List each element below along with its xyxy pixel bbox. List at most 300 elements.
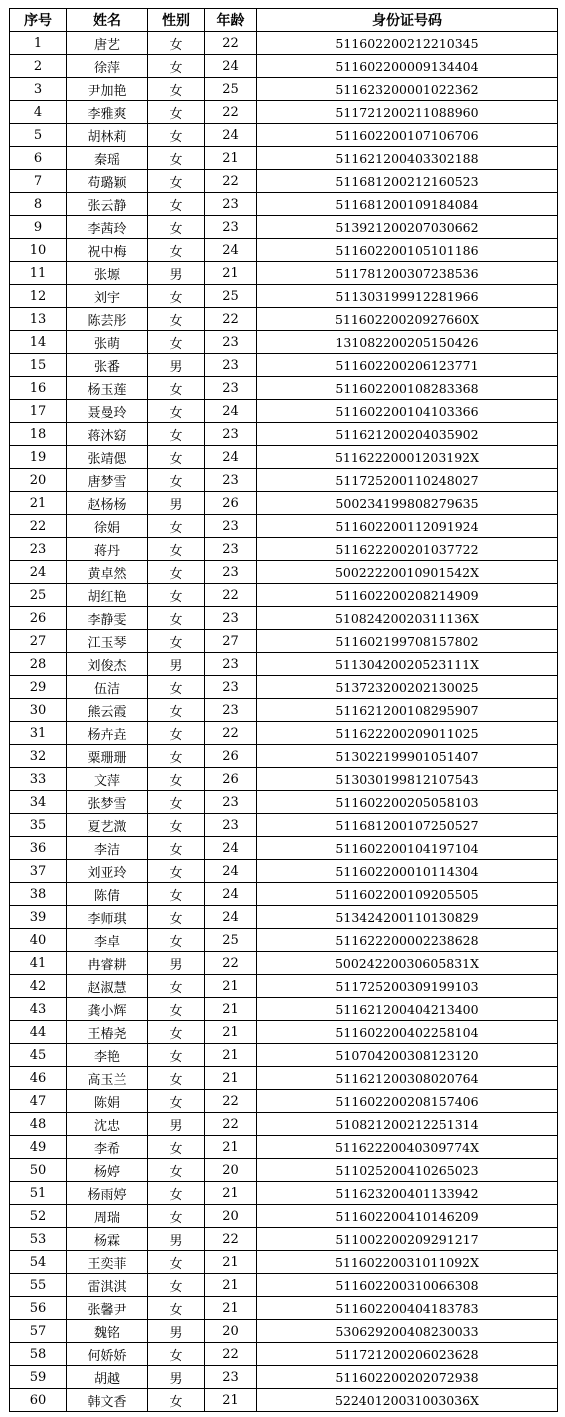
cell-age: 23 (205, 331, 257, 354)
cell-id-number: 52240120031003036X (257, 1389, 558, 1412)
cell-id-number: 511621200108295907 (257, 699, 558, 722)
cell-age: 24 (205, 883, 257, 906)
cell-index: 1 (10, 32, 67, 55)
cell-id-number: 511622200201037722 (257, 538, 558, 561)
cell-name: 李艳 (67, 1044, 148, 1067)
cell-gender: 女 (148, 768, 205, 791)
table-row (10, 101, 558, 124)
cell-gender: 女 (148, 1251, 205, 1274)
cell-age: 21 (205, 1067, 257, 1090)
cell-name: 杨雨婷 (67, 1182, 148, 1205)
cell-index: 4 (10, 101, 67, 124)
cell-index: 39 (10, 906, 67, 929)
cell-name: 韩文香 (67, 1389, 148, 1412)
cell-name: 陈娟 (67, 1090, 148, 1113)
cell-age: 23 (205, 561, 257, 584)
table-row (10, 722, 558, 745)
table-row (10, 147, 558, 170)
cell-index: 6 (10, 147, 67, 170)
cell-index: 36 (10, 837, 67, 860)
cell-index: 2 (10, 55, 67, 78)
cell-id-number: 510704200308123120 (257, 1044, 558, 1067)
cell-gender: 男 (148, 354, 205, 377)
cell-gender: 男 (148, 952, 205, 975)
cell-gender: 女 (148, 699, 205, 722)
cell-index: 25 (10, 584, 67, 607)
cell-name: 张塬 (67, 262, 148, 285)
cell-name: 胡林莉 (67, 124, 148, 147)
cell-gender: 女 (148, 331, 205, 354)
cell-id-number: 511623200001022362 (257, 78, 558, 101)
cell-gender: 女 (148, 1343, 205, 1366)
cell-name: 李雅爽 (67, 101, 148, 124)
cell-index: 10 (10, 239, 67, 262)
cell-index: 55 (10, 1274, 67, 1297)
cell-id-number: 511721200206023628 (257, 1343, 558, 1366)
table-row (10, 1366, 558, 1389)
cell-name: 李静雯 (67, 607, 148, 630)
cell-gender: 女 (148, 400, 205, 423)
cell-age: 23 (205, 354, 257, 377)
table-row (10, 630, 558, 653)
table-row (10, 745, 558, 768)
cell-name: 夏艺溦 (67, 814, 148, 837)
cell-id-number: 51160220020927660X (257, 308, 558, 331)
cell-id-number: 511602200202072938 (257, 1366, 558, 1389)
cell-gender: 女 (148, 216, 205, 239)
table-row (10, 653, 558, 676)
header-index: 序号 (10, 9, 67, 32)
table-row (10, 285, 558, 308)
cell-gender: 女 (148, 147, 205, 170)
table-row (10, 837, 558, 860)
header-name: 姓名 (67, 9, 148, 32)
cell-gender: 女 (148, 1044, 205, 1067)
cell-gender: 男 (148, 492, 205, 515)
cell-name: 陈倩 (67, 883, 148, 906)
cell-age: 24 (205, 400, 257, 423)
cell-index: 53 (10, 1228, 67, 1251)
cell-age: 21 (205, 1251, 257, 1274)
cell-age: 21 (205, 1044, 257, 1067)
cell-age: 23 (205, 193, 257, 216)
cell-name: 张番 (67, 354, 148, 377)
table-row (10, 377, 558, 400)
table-row (10, 860, 558, 883)
cell-age: 22 (205, 1343, 257, 1366)
cell-id-number: 511602200105101186 (257, 239, 558, 262)
cell-id-number: 511602200404183783 (257, 1297, 558, 1320)
cell-id-number: 51162220040309774X (257, 1136, 558, 1159)
cell-age: 23 (205, 676, 257, 699)
cell-id-number: 131082200205150426 (257, 331, 558, 354)
table-row (10, 699, 558, 722)
table-row (10, 262, 558, 285)
cell-id-number: 511622200209011025 (257, 722, 558, 745)
header-age: 年龄 (205, 9, 257, 32)
cell-name: 祝中梅 (67, 239, 148, 262)
cell-index: 22 (10, 515, 67, 538)
cell-name: 陈芸彤 (67, 308, 148, 331)
cell-id-number: 511622200002238628 (257, 929, 558, 952)
cell-id-number: 511621200404213400 (257, 998, 558, 1021)
cell-age: 23 (205, 814, 257, 837)
cell-name: 蒋丹 (67, 538, 148, 561)
cell-index: 51 (10, 1182, 67, 1205)
cell-gender: 女 (148, 170, 205, 193)
cell-gender: 男 (148, 1113, 205, 1136)
table-row (10, 55, 558, 78)
cell-index: 30 (10, 699, 67, 722)
cell-age: 23 (205, 469, 257, 492)
cell-age: 24 (205, 446, 257, 469)
cell-age: 22 (205, 101, 257, 124)
table-row (10, 216, 558, 239)
table-row (10, 170, 558, 193)
cell-gender: 男 (148, 262, 205, 285)
cell-index: 5 (10, 124, 67, 147)
cell-index: 49 (10, 1136, 67, 1159)
cell-gender: 女 (148, 676, 205, 699)
cell-gender: 女 (148, 377, 205, 400)
cell-index: 15 (10, 354, 67, 377)
cell-age: 23 (205, 653, 257, 676)
cell-index: 54 (10, 1251, 67, 1274)
cell-name: 王奕菲 (67, 1251, 148, 1274)
table-row (10, 1251, 558, 1274)
cell-id-number: 511681200212160523 (257, 170, 558, 193)
cell-name: 蒋沐窈 (67, 423, 148, 446)
cell-gender: 女 (148, 607, 205, 630)
cell-name: 江玉琴 (67, 630, 148, 653)
table-row (10, 239, 558, 262)
cell-age: 24 (205, 124, 257, 147)
table-row (10, 1389, 558, 1412)
cell-age: 22 (205, 308, 257, 331)
cell-id-number: 51130420020523111X (257, 653, 558, 676)
cell-name: 唐梦雪 (67, 469, 148, 492)
table-row (10, 1067, 558, 1090)
cell-id-number: 511602200410146209 (257, 1205, 558, 1228)
cell-age: 21 (205, 1297, 257, 1320)
cell-id-number: 511681200109184084 (257, 193, 558, 216)
cell-age: 26 (205, 768, 257, 791)
cell-id-number: 51082420020311136X (257, 607, 558, 630)
table-row (10, 584, 558, 607)
roster-table-container (9, 8, 558, 1412)
cell-name: 赵杨杨 (67, 492, 148, 515)
cell-id-number: 511602200109205505 (257, 883, 558, 906)
cell-gender: 女 (148, 446, 205, 469)
cell-index: 23 (10, 538, 67, 561)
cell-gender: 女 (148, 860, 205, 883)
cell-id-number: 511621200204035902 (257, 423, 558, 446)
cell-age: 23 (205, 607, 257, 630)
cell-id-number: 51160220031011092X (257, 1251, 558, 1274)
cell-age: 26 (205, 492, 257, 515)
cell-name: 张萌 (67, 331, 148, 354)
cell-index: 13 (10, 308, 67, 331)
cell-id-number: 511025200410265023 (257, 1159, 558, 1182)
cell-name: 周瑞 (67, 1205, 148, 1228)
table-row (10, 124, 558, 147)
cell-age: 23 (205, 538, 257, 561)
cell-name: 杨婷 (67, 1159, 148, 1182)
table-row (10, 814, 558, 837)
cell-index: 41 (10, 952, 67, 975)
cell-index: 27 (10, 630, 67, 653)
cell-gender: 女 (148, 814, 205, 837)
cell-gender: 女 (148, 1067, 205, 1090)
table-row (10, 538, 558, 561)
cell-age: 21 (205, 975, 257, 998)
cell-id-number: 511602200208157406 (257, 1090, 558, 1113)
cell-index: 50 (10, 1159, 67, 1182)
cell-gender: 女 (148, 538, 205, 561)
cell-age: 21 (205, 262, 257, 285)
cell-name: 李师琪 (67, 906, 148, 929)
cell-gender: 女 (148, 1136, 205, 1159)
cell-age: 21 (205, 1136, 257, 1159)
cell-name: 黄卓然 (67, 561, 148, 584)
table-row (10, 32, 558, 55)
cell-age: 23 (205, 216, 257, 239)
cell-name: 刘宇 (67, 285, 148, 308)
cell-index: 56 (10, 1297, 67, 1320)
cell-gender: 女 (148, 101, 205, 124)
cell-gender: 男 (148, 1320, 205, 1343)
table-row (10, 561, 558, 584)
cell-index: 14 (10, 331, 67, 354)
header-gender: 性别 (148, 9, 205, 32)
cell-id-number: 511602200208214909 (257, 584, 558, 607)
cell-gender: 女 (148, 906, 205, 929)
cell-name: 李希 (67, 1136, 148, 1159)
cell-name: 何娇娇 (67, 1343, 148, 1366)
cell-index: 47 (10, 1090, 67, 1113)
cell-name: 魏铭 (67, 1320, 148, 1343)
cell-gender: 女 (148, 1389, 205, 1412)
cell-index: 42 (10, 975, 67, 998)
cell-index: 43 (10, 998, 67, 1021)
cell-gender: 女 (148, 561, 205, 584)
roster-table (9, 8, 558, 1412)
cell-gender: 女 (148, 515, 205, 538)
cell-gender: 女 (148, 929, 205, 952)
cell-name: 苟璐颖 (67, 170, 148, 193)
header-row (10, 9, 558, 32)
cell-id-number: 511602200107106706 (257, 124, 558, 147)
cell-age: 22 (205, 170, 257, 193)
cell-id-number: 511602200112091924 (257, 515, 558, 538)
cell-id-number: 511781200307238536 (257, 262, 558, 285)
table-row (10, 308, 558, 331)
cell-index: 52 (10, 1205, 67, 1228)
cell-index: 26 (10, 607, 67, 630)
cell-index: 34 (10, 791, 67, 814)
table-row (10, 492, 558, 515)
table-row (10, 331, 558, 354)
cell-gender: 女 (148, 1274, 205, 1297)
table-row (10, 607, 558, 630)
table-row (10, 952, 558, 975)
cell-name: 雷淇淇 (67, 1274, 148, 1297)
cell-gender: 女 (148, 745, 205, 768)
cell-name: 粟珊珊 (67, 745, 148, 768)
cell-age: 23 (205, 1366, 257, 1389)
table-row (10, 1021, 558, 1044)
cell-id-number: 511602200206123771 (257, 354, 558, 377)
cell-index: 33 (10, 768, 67, 791)
cell-age: 22 (205, 1113, 257, 1136)
header-id-number: 身份证号码 (257, 9, 558, 32)
cell-name: 李洁 (67, 837, 148, 860)
cell-id-number: 511602200010114304 (257, 860, 558, 883)
table-row (10, 768, 558, 791)
table-row (10, 469, 558, 492)
table-row (10, 676, 558, 699)
cell-gender: 女 (148, 975, 205, 998)
cell-age: 23 (205, 791, 257, 814)
cell-name: 秦瑶 (67, 147, 148, 170)
cell-index: 28 (10, 653, 67, 676)
cell-gender: 女 (148, 32, 205, 55)
cell-name: 杨玉莲 (67, 377, 148, 400)
table-row (10, 354, 558, 377)
cell-gender: 女 (148, 239, 205, 262)
cell-id-number: 50024220030605831X (257, 952, 558, 975)
cell-gender: 女 (148, 883, 205, 906)
table-row (10, 193, 558, 216)
table-row (10, 1090, 558, 1113)
cell-id-number: 511725200110248027 (257, 469, 558, 492)
cell-gender: 女 (148, 630, 205, 653)
cell-id-number: 511303199912281966 (257, 285, 558, 308)
cell-name: 徐娟 (67, 515, 148, 538)
cell-name: 冉睿耕 (67, 952, 148, 975)
cell-name: 高玉兰 (67, 1067, 148, 1090)
cell-id-number: 511602200009134404 (257, 55, 558, 78)
cell-index: 19 (10, 446, 67, 469)
cell-id-number: 511602200104197104 (257, 837, 558, 860)
table-row (10, 906, 558, 929)
cell-age: 24 (205, 837, 257, 860)
table-row (10, 515, 558, 538)
cell-age: 21 (205, 1021, 257, 1044)
table-row (10, 883, 558, 906)
cell-id-number: 51162220001203192X (257, 446, 558, 469)
cell-age: 25 (205, 285, 257, 308)
cell-gender: 女 (148, 1297, 205, 1320)
cell-index: 16 (10, 377, 67, 400)
cell-index: 57 (10, 1320, 67, 1343)
cell-index: 35 (10, 814, 67, 837)
cell-index: 11 (10, 262, 67, 285)
table-row (10, 1228, 558, 1251)
cell-name: 王椿尧 (67, 1021, 148, 1044)
cell-name: 杨霖 (67, 1228, 148, 1251)
cell-gender: 女 (148, 1159, 205, 1182)
cell-age: 22 (205, 584, 257, 607)
cell-name: 聂曼玲 (67, 400, 148, 423)
cell-gender: 男 (148, 1366, 205, 1389)
cell-index: 37 (10, 860, 67, 883)
cell-index: 46 (10, 1067, 67, 1090)
cell-id-number: 511621200308020764 (257, 1067, 558, 1090)
cell-age: 22 (205, 722, 257, 745)
table-row (10, 1159, 558, 1182)
cell-name: 熊云霞 (67, 699, 148, 722)
cell-age: 25 (205, 78, 257, 101)
cell-age: 23 (205, 423, 257, 446)
cell-age: 20 (205, 1159, 257, 1182)
table-row (10, 446, 558, 469)
cell-index: 60 (10, 1389, 67, 1412)
cell-id-number: 511602200205058103 (257, 791, 558, 814)
cell-age: 22 (205, 1090, 257, 1113)
cell-index: 29 (10, 676, 67, 699)
cell-name: 龚小辉 (67, 998, 148, 1021)
cell-id-number: 50022220010901542X (257, 561, 558, 584)
cell-name: 张云静 (67, 193, 148, 216)
cell-gender: 女 (148, 998, 205, 1021)
cell-id-number: 513723200202130025 (257, 676, 558, 699)
cell-name: 张馨尹 (67, 1297, 148, 1320)
cell-age: 20 (205, 1320, 257, 1343)
cell-index: 7 (10, 170, 67, 193)
cell-age: 25 (205, 929, 257, 952)
cell-index: 9 (10, 216, 67, 239)
table-row (10, 423, 558, 446)
cell-id-number: 513030199812107543 (257, 768, 558, 791)
cell-id-number: 513022199901051407 (257, 745, 558, 768)
table-row (10, 1113, 558, 1136)
table-body (10, 32, 558, 1412)
cell-index: 21 (10, 492, 67, 515)
cell-age: 23 (205, 377, 257, 400)
table-row (10, 1320, 558, 1343)
cell-name: 伍洁 (67, 676, 148, 699)
cell-age: 21 (205, 998, 257, 1021)
cell-gender: 女 (148, 584, 205, 607)
cell-age: 22 (205, 32, 257, 55)
cell-gender: 女 (148, 837, 205, 860)
cell-index: 31 (10, 722, 67, 745)
cell-index: 32 (10, 745, 67, 768)
cell-id-number: 511602199708157802 (257, 630, 558, 653)
table-row (10, 998, 558, 1021)
cell-name: 张梦雪 (67, 791, 148, 814)
cell-age: 23 (205, 699, 257, 722)
cell-id-number: 500234199808279635 (257, 492, 558, 515)
cell-index: 18 (10, 423, 67, 446)
cell-id-number: 513424200110130829 (257, 906, 558, 929)
cell-id-number: 511621200403302188 (257, 147, 558, 170)
cell-index: 12 (10, 285, 67, 308)
cell-index: 48 (10, 1113, 67, 1136)
cell-name: 刘俊杰 (67, 653, 148, 676)
table-row (10, 1136, 558, 1159)
cell-name: 徐萍 (67, 55, 148, 78)
table-row (10, 400, 558, 423)
cell-gender: 女 (148, 124, 205, 147)
cell-age: 21 (205, 1182, 257, 1205)
cell-age: 26 (205, 745, 257, 768)
table-row (10, 975, 558, 998)
table-row (10, 791, 558, 814)
cell-name: 李卓 (67, 929, 148, 952)
cell-name: 胡红艳 (67, 584, 148, 607)
